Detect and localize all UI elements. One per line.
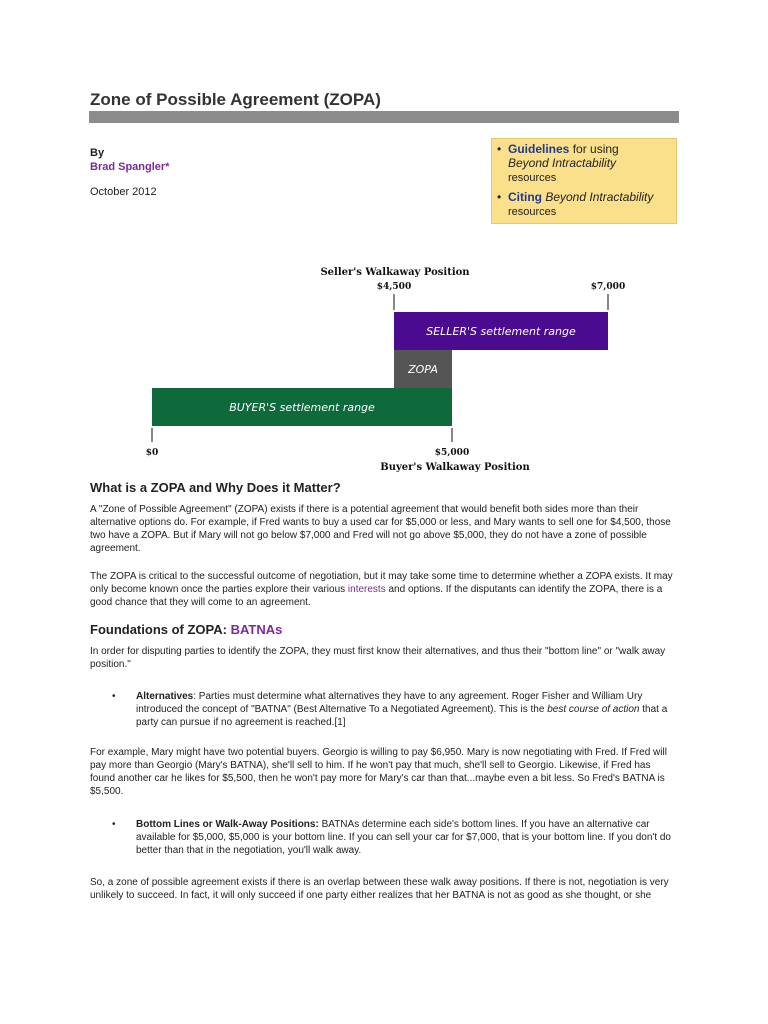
paragraph-text: and options. If the disputants can identify the ZOPA, there is a good chance that they will come to an agreement.	[90, 584, 663, 608]
citing-item	[497, 190, 671, 219]
paragraph-zopa-definition: A "Zone of Possible Agreement" (ZOPA) exists if there is a potential agreement that would benefit both sides more than their alternative options do. For example, if Fred wants to buy a used car for $5,000 or less, and Mary wants to sell one for $4,500, those two have a ZOPA. But if Mary will not go below $7,000 and Fred will not go above $5,000, they do not have a zone of possible agreement.	[90, 504, 671, 554]
citing-italic: Beyond Intractability	[542, 190, 654, 204]
seller-range-label: SELLER'S settlement range	[426, 325, 576, 338]
guidelines-resources: resources	[508, 172, 557, 184]
paragraph-overlap: So, a zone of possible agreement exists if there is an overlap between these walk away positions. If there is not, negotiation is very unlikely to succeed. In fact, it will only succeed if one party either realizes that her BATNA is not as good as she thought, or she	[90, 877, 669, 901]
tick-label-5000: $5,000	[434, 448, 470, 458]
paragraph-mary-example: For example, Mary might have two potential buyers. Georgio is willing to pay $6,950. Mary is now negotiating with Fred. If Fred will pay more than Georgio (Mary's BATNA), she'll sell to him. If he won't pay that much, she'll sell to Georgio. Likewise, if Fred has found another car he likes for $5,500, then he won't pay more for Mary's car than that...maybe even a bit less. So Fred's BATNA is $5,500.	[90, 747, 667, 797]
zopa-label: ZOPA	[408, 363, 438, 376]
bullet-bold: Bottom Lines or Walk-Away Positions:	[136, 819, 319, 830]
guidelines-italic: Beyond Intractability	[508, 156, 617, 170]
guidelines-text: for using	[569, 142, 619, 156]
bullet-icon: •	[497, 142, 502, 156]
guidelines-item	[497, 142, 671, 185]
zopa-diagram	[140, 262, 640, 476]
section-heading-what-is-zopa: What is a ZOPA and Why Does it Matter?	[90, 480, 341, 495]
bullet-icon: •	[112, 691, 116, 702]
paragraph-zopa-critical	[90, 570, 678, 609]
bullet-icon: •	[497, 190, 502, 204]
bullet-bold: Alternatives	[136, 691, 194, 702]
page-title: Zone of Possible Agreement (ZOPA)	[90, 90, 381, 109]
bullet-text: : Parties must determine what alternatives they have to any agreement. Roger Fisher and William Ury introduced the concept of "BATNA" (Best Alternative To a Negotiated Agreement). This is the	[136, 691, 643, 715]
citing-link[interactable]: Citing	[508, 190, 542, 204]
bullet-italic: best course of action	[547, 704, 640, 715]
buyer-walkaway-label: Buyer's Walkaway Position	[380, 462, 530, 473]
tick-label-0: $0	[145, 448, 159, 458]
bullet-icon: •	[112, 819, 116, 830]
by-label: By	[90, 147, 105, 159]
interests-link[interactable]: interests	[347, 584, 386, 595]
tick-label-4500: $4,500	[376, 282, 412, 292]
seller-walkaway-label: Seller's Walkaway Position	[320, 267, 470, 278]
bullet-alternatives-text	[136, 690, 678, 729]
author-link[interactable]: Brad Spangler*	[90, 161, 170, 173]
heading-text: Foundations of ZOPA:	[90, 622, 231, 637]
bullet-alternatives	[112, 690, 678, 729]
publish-date: October 2012	[90, 186, 157, 198]
title-rule	[89, 111, 679, 123]
paragraph-identify-zopa: In order for disputing parties to identify the ZOPA, they must first know their alternatives, and thus their "bottom line" or "walk away position."	[90, 646, 666, 670]
bullet-text: that a party can pursue if no agreement is reached.[1]	[136, 704, 668, 728]
citing-resources: resources	[508, 206, 557, 218]
bullet-bottom-lines	[112, 818, 678, 857]
resources-box	[491, 138, 677, 224]
section-heading-foundations	[90, 622, 282, 637]
paragraph-text: The ZOPA is critical to the successful outcome of negotiation, but it may take some time to determine whether a ZOPA exists. It may only become known once the parties explore their various	[90, 571, 673, 595]
guidelines-link[interactable]: Guidelines	[508, 142, 570, 156]
tick-label-7000: $7,000	[590, 282, 626, 292]
buyer-range-label: BUYER'S settlement range	[229, 401, 375, 414]
bullet-text: BATNAs determine each side's bottom lines. If you have an alternative car available for $5,000, $5,000 is your bottom line. If you can sell your car for $7,000, that is your bottom line. If you don't do better than that in the negotiation, you'll walk away.	[136, 819, 671, 856]
batnas-link[interactable]: BATNAs	[230, 622, 283, 637]
bullet-bottom-lines-text	[136, 818, 678, 857]
